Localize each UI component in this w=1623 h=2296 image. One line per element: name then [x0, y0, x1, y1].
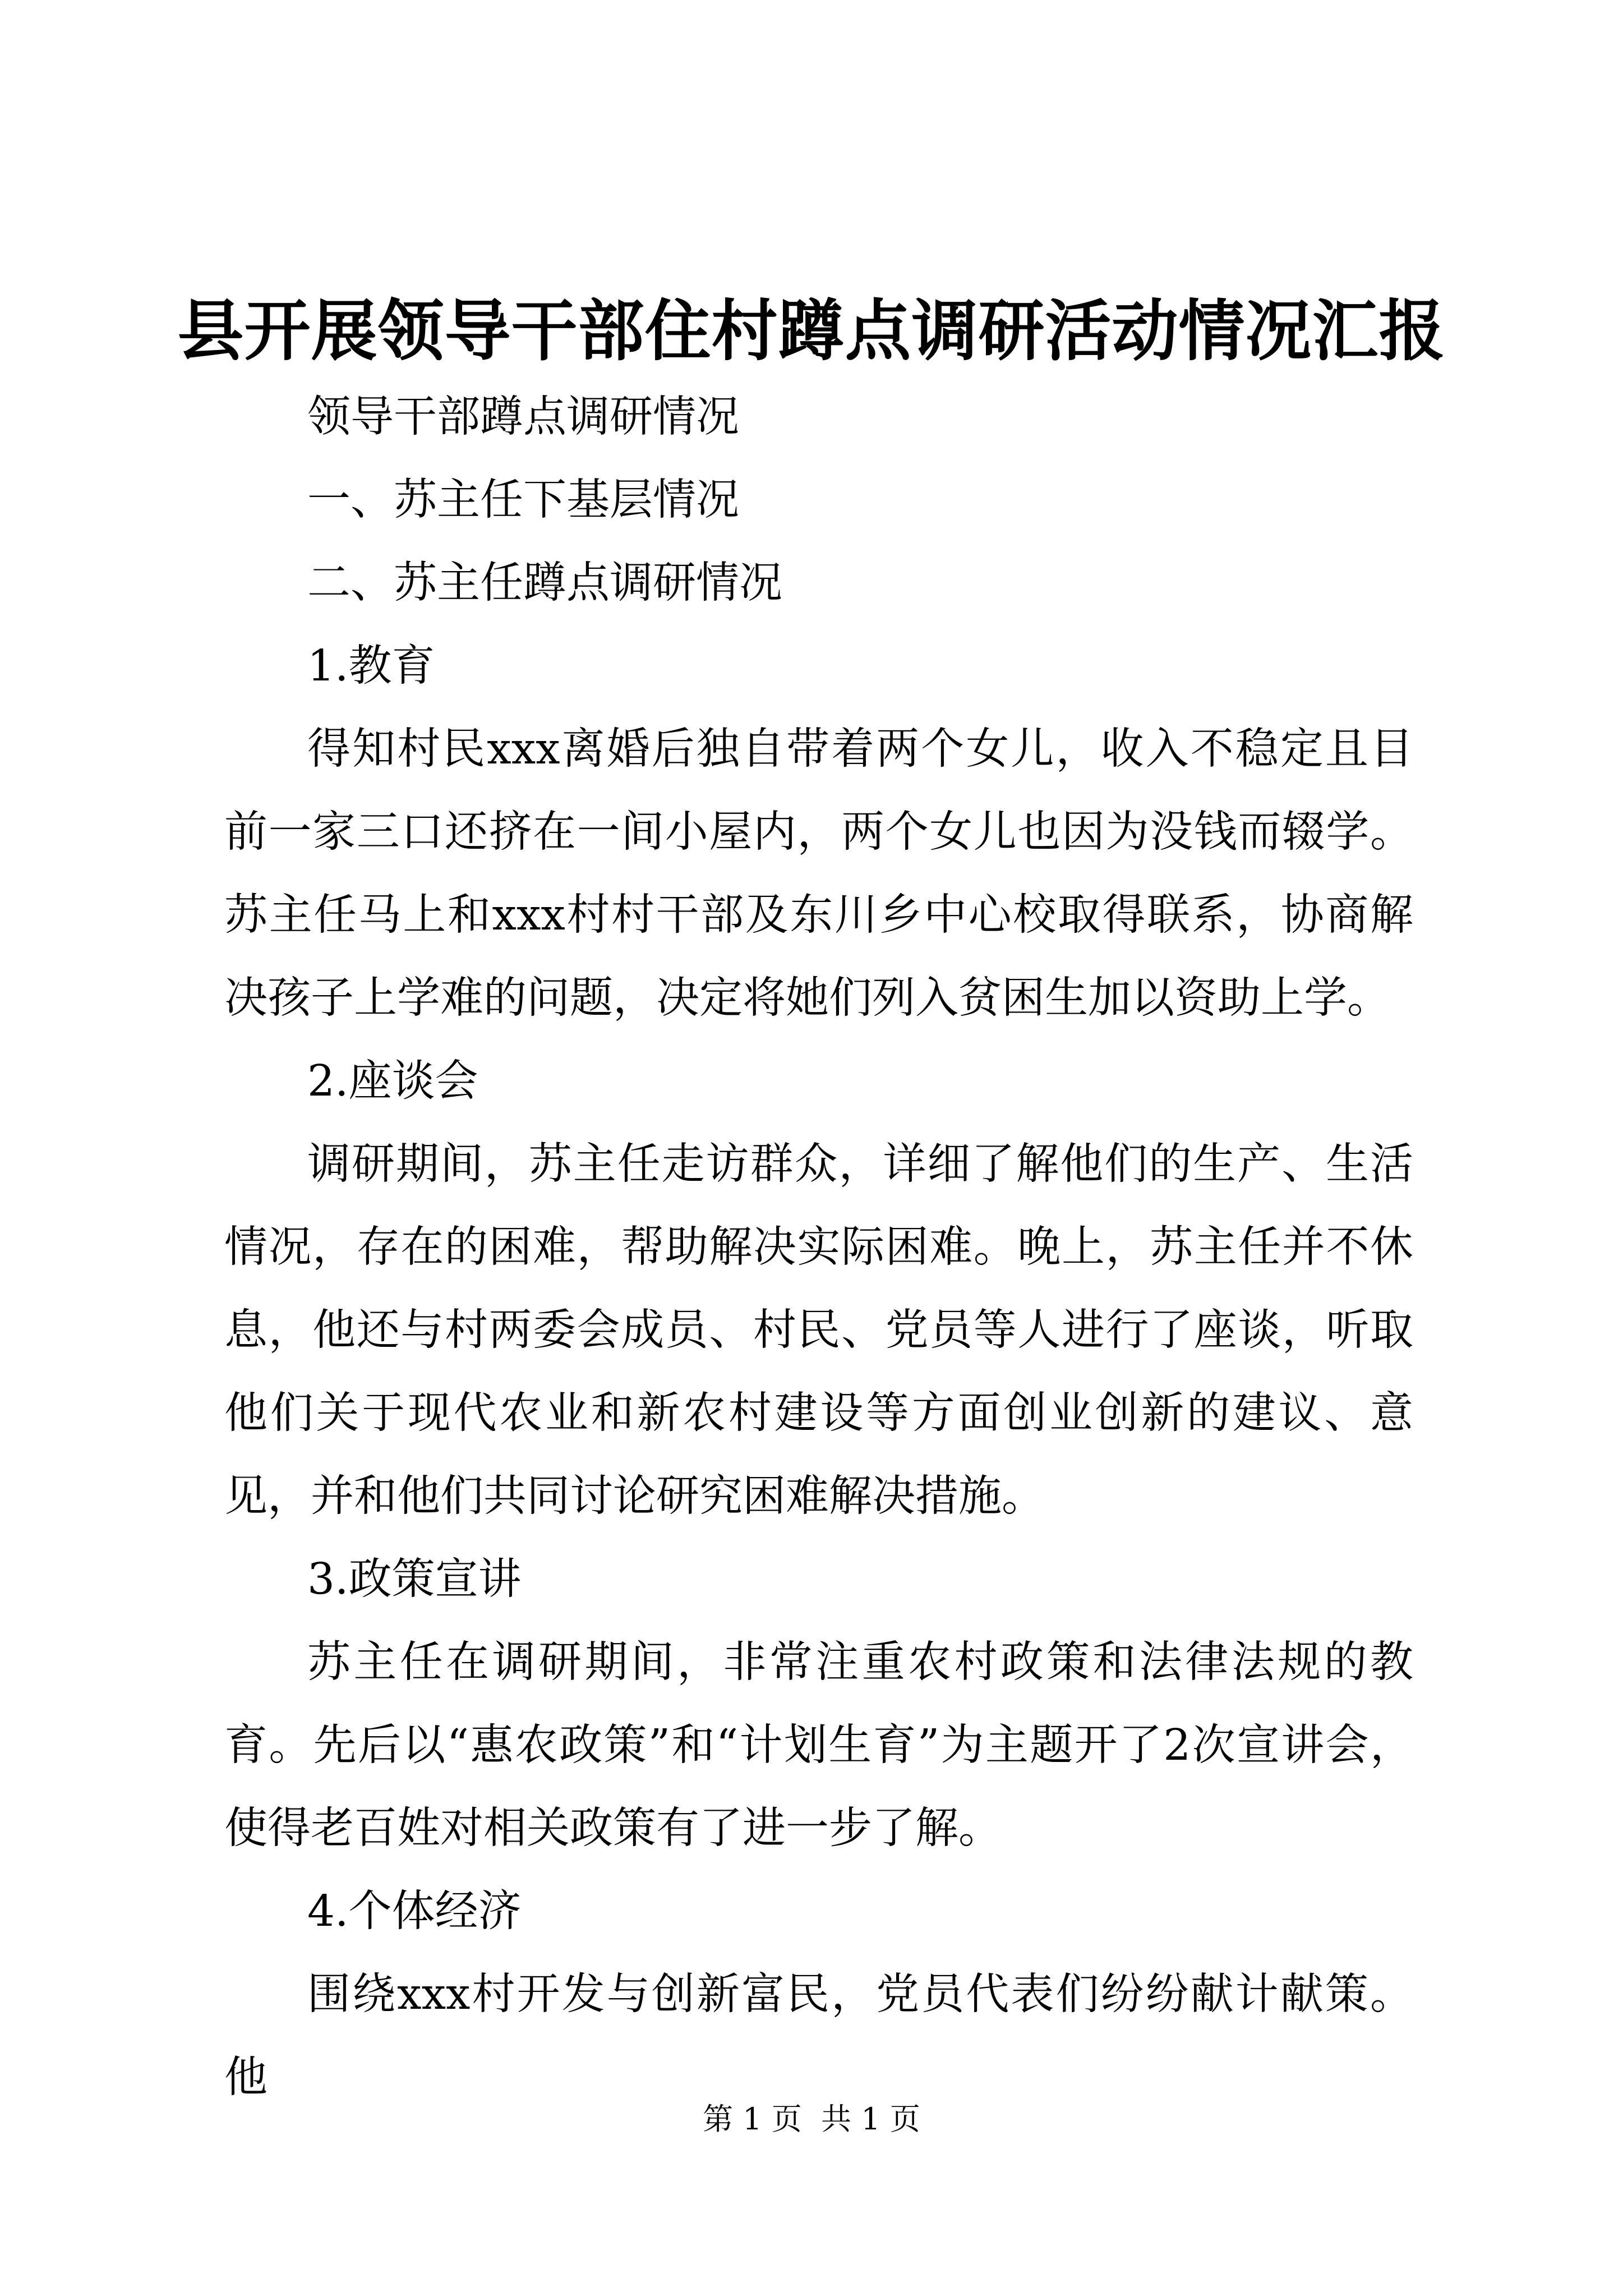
paragraph-heading-economy: 4.个体经济: [307, 1887, 522, 1936]
page-footer: 第 1 页 共 1 页: [703, 2101, 920, 2137]
paragraph-forum-text: 调研期间，苏主任走访群众，详细了解他们的生产、生活情况，存在的困难，帮助解决实际困难。晚上，苏主任并不休息，他还与村两委会成员、村民、党员等人进行了座谈，听取他们关于现代农业和新农村建设等方面创业创新的建议、意见，并和他们共同讨论研究困难解决措施。: [224, 1139, 1413, 1521]
document-body: [224, 376, 1413, 2119]
paragraph-heading-forum: 2.座谈会: [307, 1056, 478, 1106]
paragraph-heading-education: 1.教育: [307, 641, 435, 691]
paragraph-policy-text: 苏主任在调研期间，非常注重农村政策和法律法规的教育。先后以“惠农政策”和“计划生育”为主题开了2次宣讲会，使得老百姓对相关政策有了进一步了解。: [224, 1637, 1413, 1853]
paragraph-heading-policy: 3.政策宣讲: [307, 1554, 522, 1604]
document-title: 县开展领导干部住村蹲点调研活动情况汇报: [177, 292, 1446, 370]
paragraph-education-text: 得知村民xxx离婚后独自带着两个女儿，收入不稳定且目前一家三口还挤在一间小屋内，两个女儿也因为没钱而辍学。苏主任马上和xxx村村干部及东川乡中心校取得联系，协商解决孩子上学难的问题，决定将她们列入贫困生加以资助上学。: [224, 724, 1413, 1023]
paragraph-economy-text: 围绕xxx村开发与创新富民，党员代表们纷纷献计献策。他: [224, 1970, 1413, 2102]
paragraph-subtitle: 领导干部蹲点调研情况: [307, 392, 739, 442]
paragraph-section-2: 二、苏主任蹲点调研情况: [307, 558, 782, 608]
paragraph-section-1: 一、苏主任下基层情况: [307, 475, 739, 525]
